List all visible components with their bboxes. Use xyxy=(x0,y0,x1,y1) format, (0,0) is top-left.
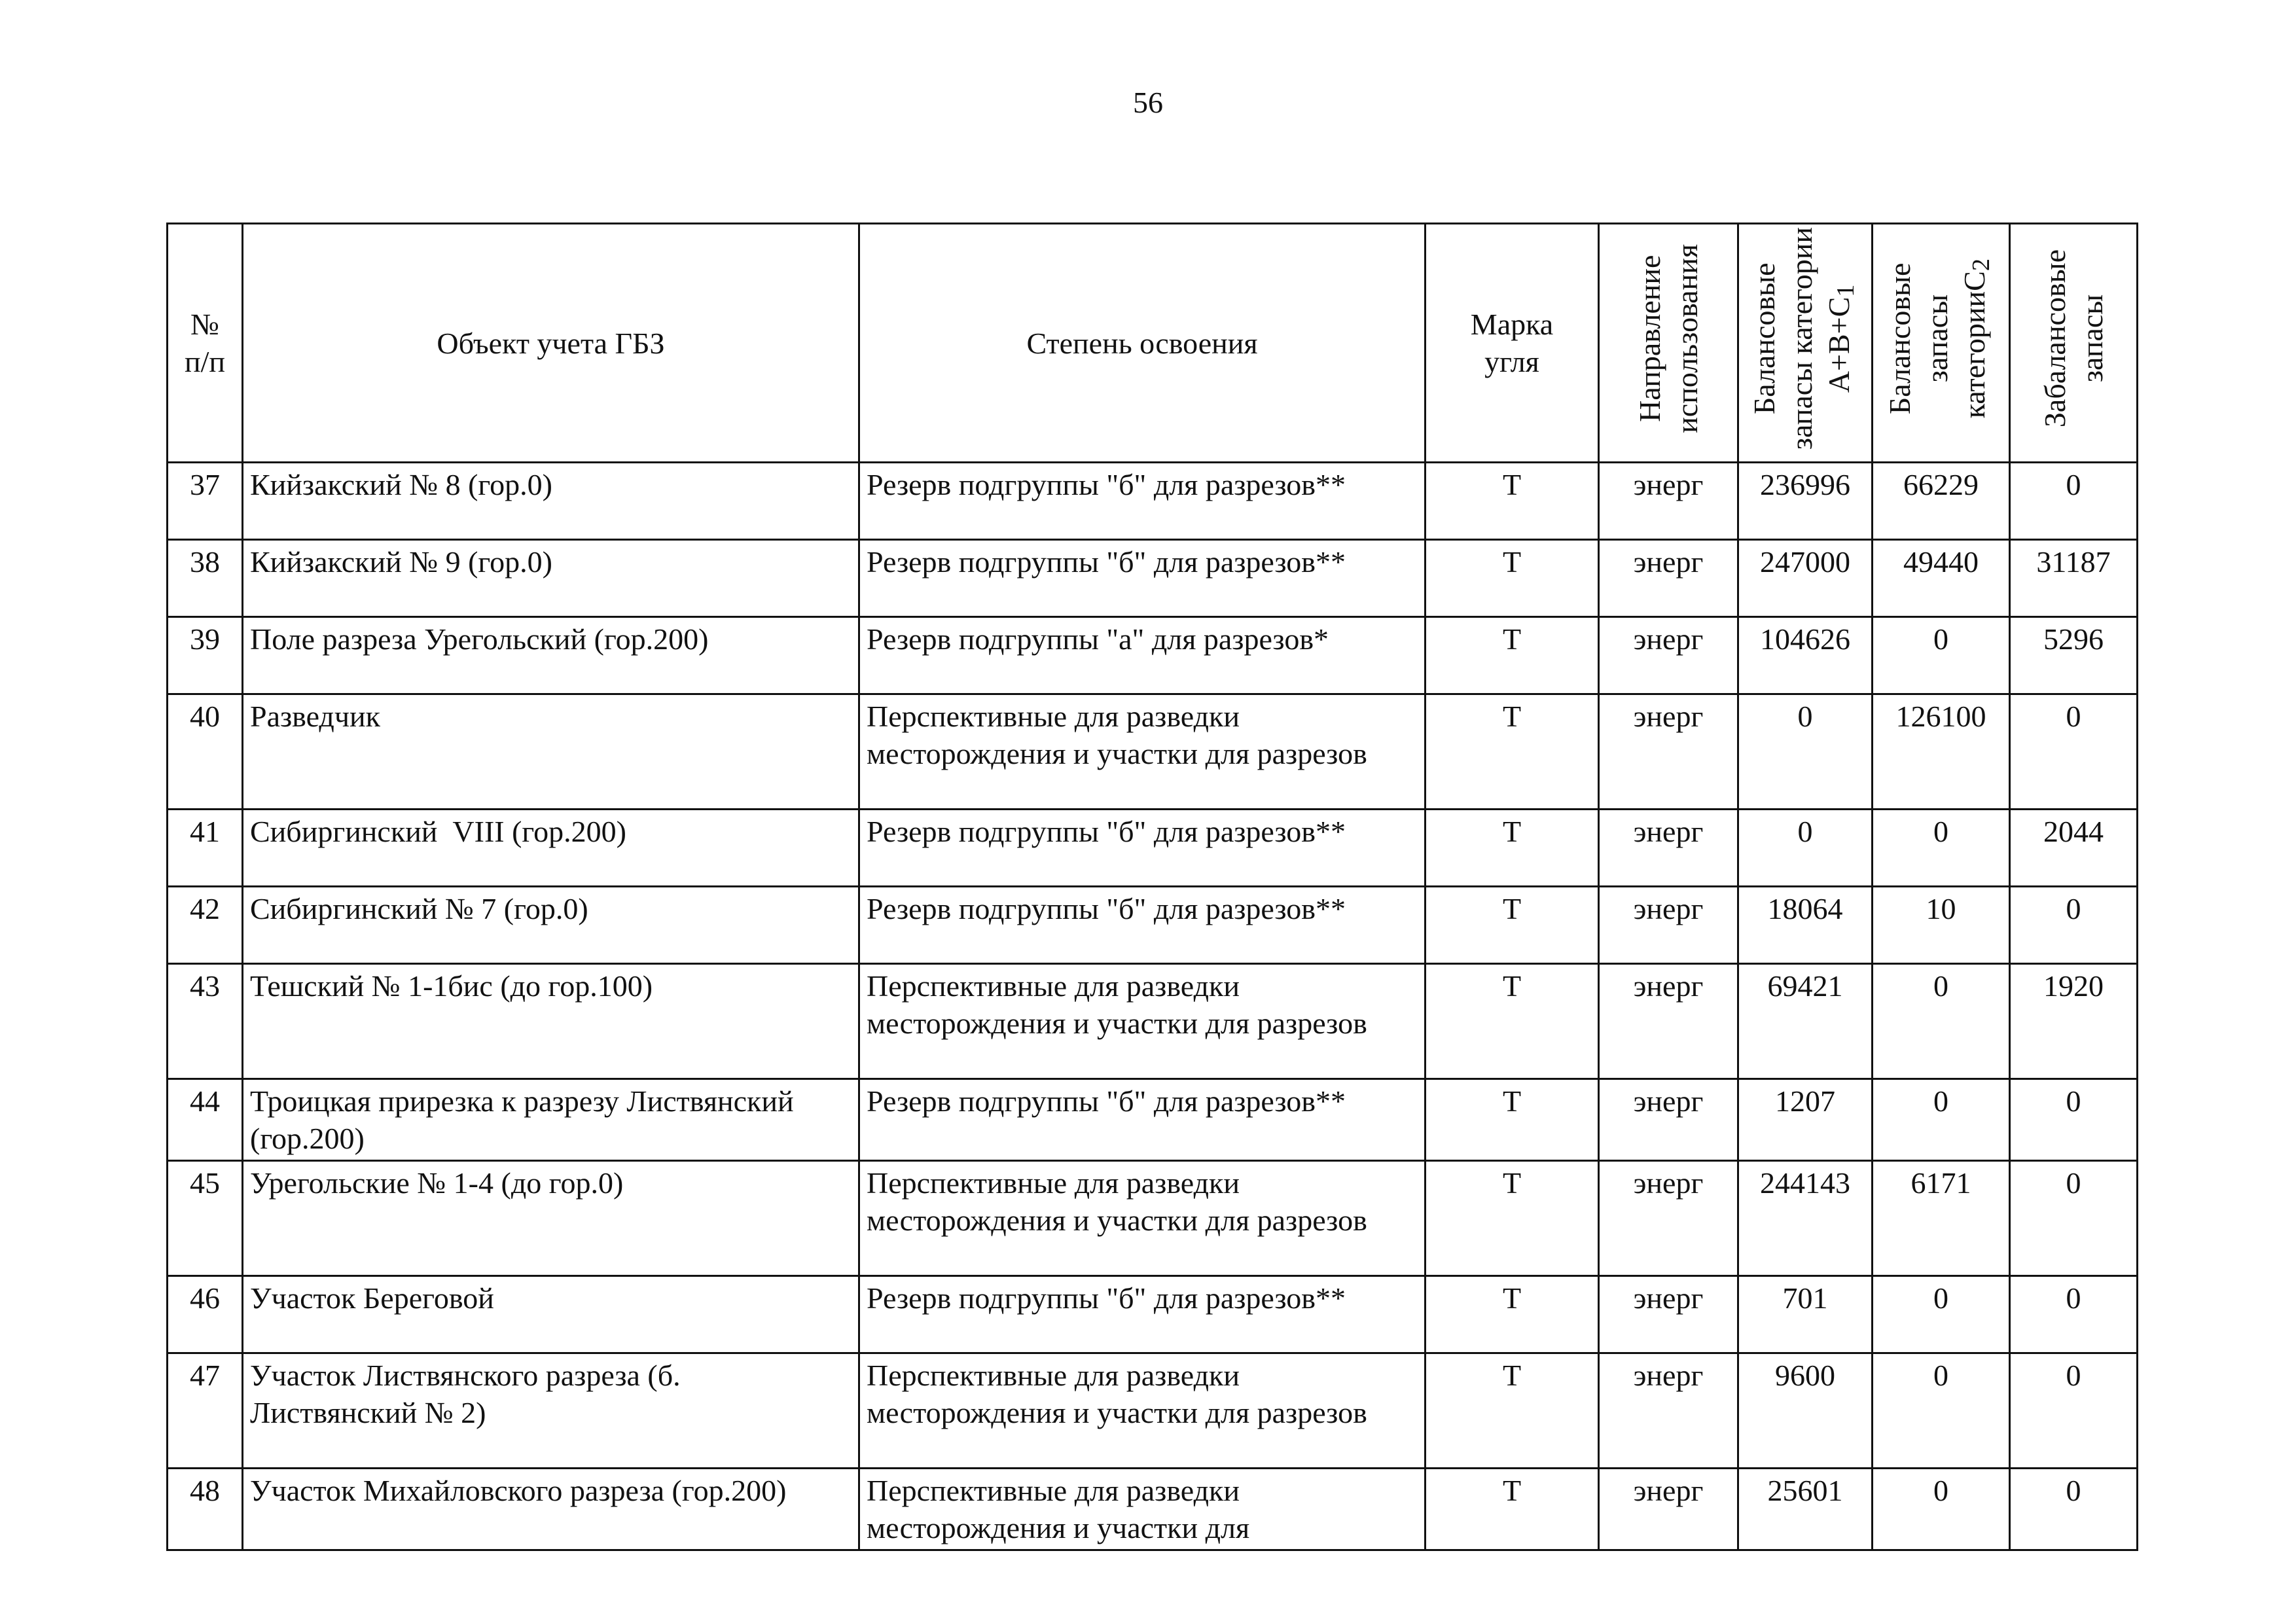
cell-offbalance: 31187 xyxy=(2010,540,2138,617)
cell-usage: энерг xyxy=(1599,1276,1738,1353)
table-row xyxy=(168,887,2138,964)
cell-balance-abc: 104626 xyxy=(1738,617,1873,694)
cell-object: Кийзакский № 9 (гор.0) xyxy=(243,540,859,617)
cell-grade: Т xyxy=(1426,964,1599,1079)
cell-num: 47 xyxy=(168,1353,243,1469)
cell-num: 39 xyxy=(168,617,243,694)
cell-num: 38 xyxy=(168,540,243,617)
cell-num: 37 xyxy=(168,463,243,540)
cell-grade: Т xyxy=(1426,540,1599,617)
cell-num: 42 xyxy=(168,887,243,964)
cell-grade: Т xyxy=(1426,694,1599,810)
cell-num: 41 xyxy=(168,810,243,887)
cell-object: Участок Листвянского разреза (б. Листвянский № 2) xyxy=(243,1353,859,1469)
cell-object: Урегольские № 1-4 (до гор.0) xyxy=(243,1161,859,1276)
cell-offbalance: 0 xyxy=(2010,694,2138,810)
table-row xyxy=(168,1161,2138,1276)
cell-offbalance: 0 xyxy=(2010,1161,2138,1276)
cell-balance-abc: 69421 xyxy=(1738,964,1873,1079)
cell-grade: Т xyxy=(1426,1353,1599,1469)
cell-offbalance: 1920 xyxy=(2010,964,2138,1079)
cell-grade: Т xyxy=(1426,1079,1599,1161)
header-offbalance: Забалансовые запасы xyxy=(2010,224,2138,463)
cell-balance-c2: 10 xyxy=(1873,887,2010,964)
table-row xyxy=(168,694,2138,810)
cell-object: Сибиргинский VIII (гор.200) xyxy=(243,810,859,887)
header-degree: Степень освоения xyxy=(859,224,1426,463)
table-row xyxy=(168,810,2138,887)
cell-balance-abc: 244143 xyxy=(1738,1161,1873,1276)
cell-usage: энерг xyxy=(1599,463,1738,540)
cell-degree: Резерв подгруппы "а" для разрезов* xyxy=(859,617,1426,694)
cell-balance-abc: 0 xyxy=(1738,694,1873,810)
cell-balance-abc: 701 xyxy=(1738,1276,1873,1353)
cell-degree: Перспективные для разведки месторождения и участки для разрезов xyxy=(859,964,1426,1079)
cell-object: Участок Береговой xyxy=(243,1276,859,1353)
cell-usage: энерг xyxy=(1599,810,1738,887)
cell-grade: Т xyxy=(1426,1161,1599,1276)
cell-usage: энерг xyxy=(1599,1161,1738,1276)
cell-balance-abc: 9600 xyxy=(1738,1353,1873,1469)
cell-balance-c2: 0 xyxy=(1873,964,2010,1079)
page-number: 56 xyxy=(1133,86,1163,119)
cell-grade: Т xyxy=(1426,887,1599,964)
cell-offbalance: 0 xyxy=(2010,463,2138,540)
cell-offbalance: 5296 xyxy=(2010,617,2138,694)
cell-object: Кийзакский № 8 (гор.0) xyxy=(243,463,859,540)
cell-balance-c2: 0 xyxy=(1873,1276,2010,1353)
cell-grade: Т xyxy=(1426,1469,1599,1550)
cell-balance-c2: 0 xyxy=(1873,1353,2010,1469)
cell-balance-abc: 1207 xyxy=(1738,1079,1873,1161)
table-row xyxy=(168,540,2138,617)
cell-balance-abc: 25601 xyxy=(1738,1469,1873,1550)
cell-degree: Резерв подгруппы "б" для разрезов** xyxy=(859,887,1426,964)
cell-usage: энерг xyxy=(1599,887,1738,964)
cell-degree: Перспективные для разведки месторождения и участки для xyxy=(859,1469,1426,1550)
cell-offbalance: 0 xyxy=(2010,1079,2138,1161)
cell-balance-abc: 0 xyxy=(1738,810,1873,887)
header-object: Объект учета ГБЗ xyxy=(243,224,859,463)
header-usage: Направление использования xyxy=(1599,224,1738,463)
header-grade: Марка угля xyxy=(1426,224,1599,463)
cell-degree: Резерв подгруппы "б" для разрезов** xyxy=(859,540,1426,617)
cell-offbalance: 0 xyxy=(2010,1276,2138,1353)
table-row xyxy=(168,463,2138,540)
cell-offbalance: 0 xyxy=(2010,1469,2138,1550)
cell-degree: Резерв подгруппы "б" для разрезов** xyxy=(859,463,1426,540)
table-row xyxy=(168,1079,2138,1161)
cell-degree: Перспективные для разведки месторождения и участки для разрезов xyxy=(859,1353,1426,1469)
cell-balance-c2: 0 xyxy=(1873,617,2010,694)
header-balance-abc: Балансовые запасы категории $А+В+С_1$ xyxy=(1738,224,1873,463)
cell-usage: энерг xyxy=(1599,964,1738,1079)
cell-object: Сибиргинский № 7 (гор.0) xyxy=(243,887,859,964)
cell-balance-abc: 247000 xyxy=(1738,540,1873,617)
cell-usage: энерг xyxy=(1599,540,1738,617)
cell-object: Троицкая прирезка к разрезу Листвянский (гор.200) xyxy=(243,1079,859,1161)
header-balance-c2: Балансовые запасы категорииС$_2$ xyxy=(1873,224,2010,463)
cell-offbalance: 0 xyxy=(2010,887,2138,964)
cell-offbalance: 0 xyxy=(2010,1353,2138,1469)
cell-object: Поле разреза Урегольский (гор.200) xyxy=(243,617,859,694)
cell-object: Тешский № 1-1бис (до гор.100) xyxy=(243,964,859,1079)
cell-num: 46 xyxy=(168,1276,243,1353)
cell-grade: Т xyxy=(1426,617,1599,694)
cell-balance-c2: 66229 xyxy=(1873,463,2010,540)
cell-balance-abc: 236996 xyxy=(1738,463,1873,540)
cell-balance-c2: 6171 xyxy=(1873,1161,2010,1276)
table-row xyxy=(168,1469,2138,1550)
cell-usage: энерг xyxy=(1599,1469,1738,1550)
cell-grade: Т xyxy=(1426,1276,1599,1353)
cell-balance-c2: 0 xyxy=(1873,1469,2010,1550)
cell-num: 40 xyxy=(168,694,243,810)
cell-grade: Т xyxy=(1426,810,1599,887)
table-header-row xyxy=(168,224,2138,463)
cell-num: 48 xyxy=(168,1469,243,1550)
cell-object: Участок Михайловского разреза (гор.200) xyxy=(243,1469,859,1550)
cell-balance-c2: 126100 xyxy=(1873,694,2010,810)
cell-usage: энерг xyxy=(1599,1353,1738,1469)
table-row xyxy=(168,1276,2138,1353)
cell-num: 45 xyxy=(168,1161,243,1276)
cell-balance-c2: 49440 xyxy=(1873,540,2010,617)
cell-degree: Резерв подгруппы "б" для разрезов** xyxy=(859,1079,1426,1161)
cell-balance-c2: 0 xyxy=(1873,810,2010,887)
cell-balance-abc: 18064 xyxy=(1738,887,1873,964)
cell-usage: энерг xyxy=(1599,617,1738,694)
cell-object: Разведчик xyxy=(243,694,859,810)
cell-balance-c2: 0 xyxy=(1873,1079,2010,1161)
cell-degree: Перспективные для разведки месторождения и участки для разрезов xyxy=(859,1161,1426,1276)
cell-num: 43 xyxy=(168,964,243,1079)
header-num: № п/п xyxy=(168,224,243,463)
cell-offbalance: 2044 xyxy=(2010,810,2138,887)
cell-degree: Перспективные для разведки месторождения и участки для разрезов xyxy=(859,694,1426,810)
cell-degree: Резерв подгруппы "б" для разрезов** xyxy=(859,1276,1426,1353)
cell-degree: Резерв подгруппы "б" для разрезов** xyxy=(859,810,1426,887)
table-row xyxy=(168,1353,2138,1469)
reserves-table xyxy=(166,223,2138,1551)
cell-grade: Т xyxy=(1426,463,1599,540)
table-row xyxy=(168,964,2138,1079)
cell-num: 44 xyxy=(168,1079,243,1161)
table-row xyxy=(168,617,2138,694)
cell-usage: энерг xyxy=(1599,694,1738,810)
cell-usage: энерг xyxy=(1599,1079,1738,1161)
